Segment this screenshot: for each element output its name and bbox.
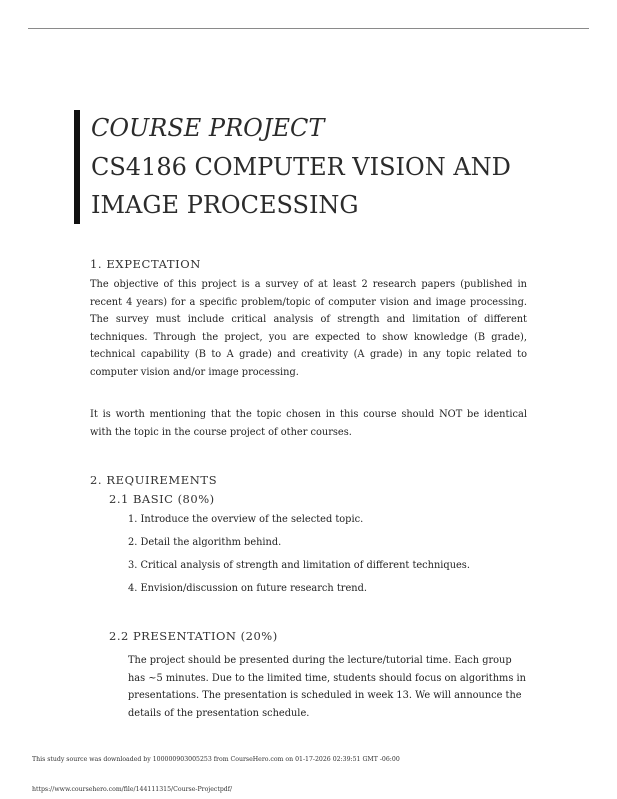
section-heading-requirements: 2. REQUIREMENTS <box>90 473 218 487</box>
section-heading-expectation: 1. EXPECTATION <box>90 257 201 271</box>
requirement-item-4: 4. Envision/discussion on future research trend. <box>128 583 367 594</box>
title-accent-bar <box>74 110 80 224</box>
title-course-name-line2: IMAGE PROCESSING <box>91 191 359 219</box>
expectation-paragraph: The objective of this project is a survey of at least 2 research papers (published in recent 4 years) for a specific problem/topic of computer vision and image processing. The survey must include critical analysis of strength and limitation of different techniques. Through the project, you are expected to show knowledge (B grade), technical capability (B to A grade) and creativity (A grade) in any topic related to computer vision and/or image processing. <box>90 279 527 378</box>
title-course-project: COURSE PROJECT <box>91 114 325 142</box>
subsection-heading-basic: 2.1 BASIC (80%) <box>109 492 215 506</box>
download-notice: This study source was downloaded by 100000903005253 from CourseHero.com on 01-17-2026 02:39:51 GMT -06:00 <box>32 756 400 763</box>
requirement-item-2: 2. Detail the algorithm behind. <box>128 537 282 548</box>
expectation-note-paragraph: It is worth mentioning that the topic chosen in this course should NOT be identical with the topic in the course project of other courses. <box>90 409 527 438</box>
requirement-item-1: 1. Introduce the overview of the selected topic. <box>128 514 364 525</box>
requirement-item-3: 3. Critical analysis of strength and limitation of different techniques. <box>128 560 470 571</box>
title-course-name-line1: CS4186 COMPUTER VISION AND <box>91 153 511 181</box>
source-url: https://www.coursehero.com/file/144111315/Course-Projectpdf/ <box>32 786 233 793</box>
document-title <box>91 108 511 224</box>
subsection-heading-presentation: 2.2 PRESENTATION (20%) <box>109 629 278 643</box>
presentation-paragraph: The project should be presented during the lecture/tutorial time. Each group has ~5 minutes. Due to the limited time, students should focus on algorithms in presentations. The presentation is scheduled in week 13. We will announce the details of the presentation schedule. <box>128 655 526 719</box>
top-rule <box>28 28 589 29</box>
